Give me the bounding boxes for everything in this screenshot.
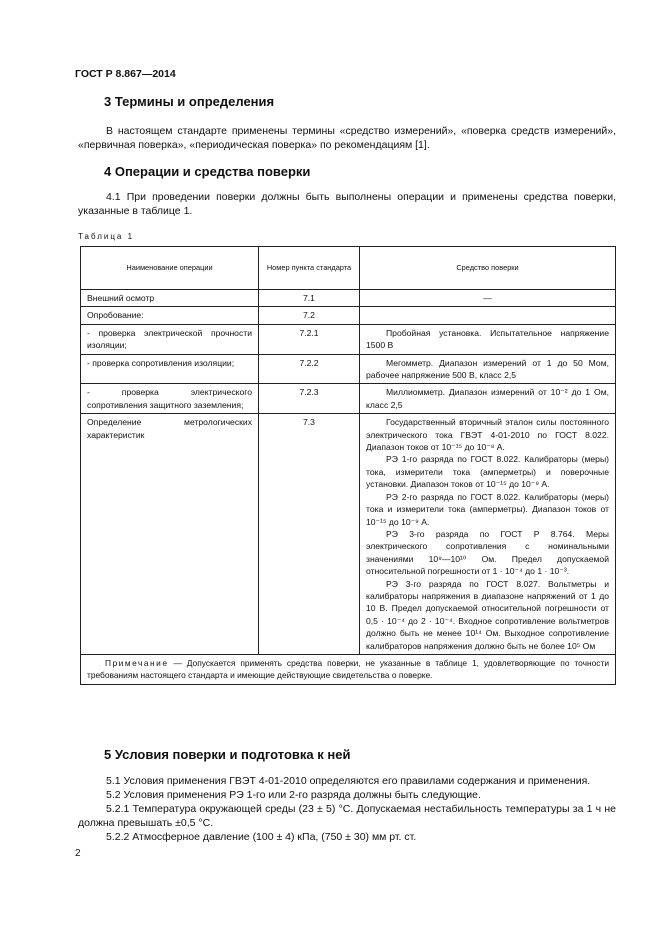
section-5-title: 5 Условия поверки и подготовка к ней (104, 747, 351, 762)
page-number: 2 (75, 848, 81, 859)
header-clause: Номер пункта стандарта (259, 247, 360, 290)
cell-clause: 7.2.3 (259, 384, 360, 414)
note-text: — Допускается применять средства поверки, не указанные в таблице 1, удовлетворяющие по точности требованиям настоящего стандарта и имеющие действующие свидетельства о поверке. (87, 657, 609, 681)
means-paragraph: РЭ 1-го разряда по ГОСТ 8.022. Калибраторы (меры) тока, измерители тока (амперметры) и поверочные установки. Диапазон токов от 10⁻¹⁵ до 10⁻⁹ А. (366, 454, 609, 490)
cell-operation: Определение метрологических характеристик (81, 414, 259, 655)
cell-means (360, 354, 616, 384)
cell-means (360, 307, 616, 324)
cell-clause: 7.2.2 (259, 354, 360, 384)
cell-operation: - проверка сопротивления изоляции; (81, 354, 259, 384)
section-5-1-text: 5.1 Условия применения ГВЭТ 4-01-2010 определяются его правилами содержания и применения. (106, 775, 591, 787)
cell-operation: Внешний осмотр (81, 290, 259, 307)
means-paragraph: Миллиомметр. Диапазон измерений от 10⁻² до 1 Ом, класс 2,5 (366, 387, 609, 410)
cell-means (360, 414, 616, 655)
section-5-2 (78, 788, 616, 802)
table-row (81, 290, 616, 307)
section-5-2-1-text: 5.2.1 Температура окружающей среды (23 ± 5) °С. Допускаемая нестабильность температуры за 1 ч не должна превышать ±0,5 °С. (78, 803, 616, 829)
means-paragraph: Мегомметр. Диапазон измерений от 1 до 50 Мом, рабочее напряжение 500 В, класс 2,5 (366, 357, 609, 381)
table-row (81, 354, 616, 384)
section-5-2-text: 5.2 Условия применения РЭ 1-го или 2-го разряда должны быть следующие. (106, 789, 481, 801)
page-header-doc-id: ГОСТ Р 8.867—2014 (75, 68, 176, 80)
means-paragraph: РЭ 3-го разряда по ГОСТ Р 8.764. Меры электрического сопротивления с номинальными значениями 10⁹—10¹⁰ Ом. Предел допускаемой относительной погрешности от 1 · 10⁻⁴ до 1 · 10⁻³. (366, 528, 609, 577)
section-5-2-1 (78, 802, 616, 830)
cell-clause: 7.2 (259, 307, 360, 324)
operations-table (80, 246, 616, 685)
cell-clause: 7.1 (259, 290, 360, 307)
cell-clause: 7.3 (259, 414, 360, 655)
section-4-title: 4 Операции и средства поверки (104, 164, 311, 179)
section-5-2-2 (78, 830, 616, 844)
cell-operation: Опробование: (81, 307, 259, 324)
table-note-row (81, 654, 616, 684)
cell-means: — (360, 290, 616, 307)
table-caption: Таблица 1 (78, 232, 135, 241)
means-paragraph: Государственный вторичный эталон силы постоянного электрического тока ГВЭТ 4-01-2010 по ГОСТ 8.022. Диапазон токов от 10⁻¹⁵ до 10⁻⁸ А. (366, 417, 609, 453)
table-row (81, 307, 616, 324)
section-4-body: 4.1 При проведении поверки должны быть выполнены операции и применены средства поверки, указанные в таблице 1. (78, 191, 616, 217)
cell-operation: - проверка электрического сопротивления защитного заземления; (81, 384, 259, 414)
cell-means (360, 324, 616, 354)
header-operation: Наименование операции (81, 247, 259, 290)
cell-clause: 7.2.1 (259, 324, 360, 354)
table-note (81, 654, 616, 684)
cell-means (360, 384, 616, 414)
header-means: Средство поверки (360, 247, 616, 290)
section-5-1 (78, 774, 616, 788)
means-paragraph: РЭ 3-го разряда по ГОСТ 8.027. Вольтметры и калибраторы напряжения в диапазоне напряжений от 1 до 10 В. Предел допускаемой относительной погрешности от 0,5 · 10⁻⁴ до 2 · 10⁻⁴. Входное сопротивление вольтметров должно быть не менее 10¹⁴ Ом. Выходное сопротивление калибраторов напряжения должно быть не более 10⁵ Ом (366, 578, 609, 651)
means-paragraph: Пробойная установка. Испытательное напряжение 1500 В (366, 327, 609, 351)
note-label: Примечание (105, 657, 169, 668)
table-row (81, 324, 616, 354)
means-paragraph: РЭ 2-го разряда по ГОСТ 8.022. Калибраторы (меры) тока и измерители тока (амперметры). Диапазон токов от 10⁻¹⁵ до 10⁻⁹ А. (366, 491, 609, 527)
table-row (81, 414, 616, 655)
section-3-text (78, 124, 616, 152)
table-row (81, 384, 616, 414)
table-header-row (81, 247, 616, 290)
section-3-title: 3 Термины и определения (104, 94, 275, 109)
section-5-2-2-text: 5.2.2 Атмосферное давление (100 ± 4) кПа, (750 ± 30) мм рт. ст. (106, 831, 417, 843)
section-4-text (78, 190, 616, 218)
cell-operation: - проверка электрической прочности изоляции; (81, 324, 259, 354)
section-3-body: В настоящем стандарте применены термины «средство измерений», «поверка средств измерений», «первичная поверка», «периодическая поверка» по рекомендациям [1]. (78, 125, 616, 151)
